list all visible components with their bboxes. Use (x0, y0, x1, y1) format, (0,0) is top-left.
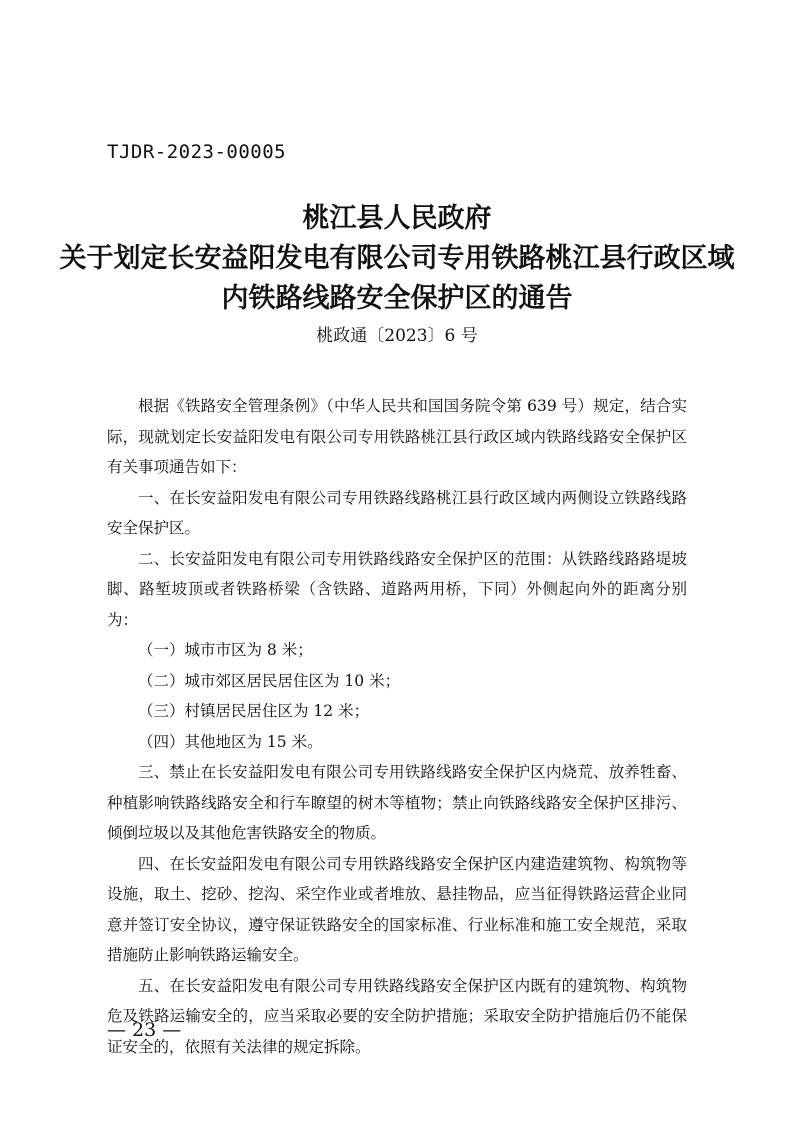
paragraph-item-1: 一、在长安益阳发电有限公司专用铁路线路桃江县行政区域内两侧设立铁路线路安全保护区。 (107, 488, 687, 537)
document-number: TJDR-2023-00005 (107, 141, 287, 163)
paragraph-item-4: 四、在长安益阳发电有限公司专用铁路线路安全保护区内建造建筑物、构筑物等设施，取土、挖砂、挖沟、采空作业或者堆放、悬挂物品，应当征得铁路运营企业同意并签订安全协议，遵守保证铁路安全的国家标准、行业标准和施工安全规范，采取措施防止影响铁路运输安全。 (107, 854, 687, 964)
title-line-subject: 关于划定长安益阳发电有限公司专用铁路桃江县行政区域 (59, 243, 735, 274)
page-number: — 23 — (107, 1019, 182, 1041)
paragraph-item-2: 二、长安益阳发电有限公司专用铁路线路安全保护区的范围：从铁路线路路堤坡脚、路堑坡顶或者铁路桥梁（含铁路、道路两用桥，下同）外侧起向外的距离分别为： (107, 549, 687, 629)
paragraph-subitem-1: （一）城市市区为 8 米； (138, 641, 313, 659)
paragraph-subitem-2: （二）城市郊区居民居住区为 10 米； (138, 671, 401, 690)
paragraph-item-3: 三、禁止在长安益阳发电有限公司专用铁路线路安全保护区内烧荒、放养牲畜、种植影响铁路线路安全和行车瞭望的树木等植物；禁止向铁路线路安全保护区排污、倾倒垃圾以及其他危害铁路安全的物质。 (107, 763, 687, 842)
document-reference-number: 桃政通〔2023〕6 号 (316, 326, 478, 346)
paragraph-subitem-4: （四）其他地区为 15 米。 (138, 732, 323, 751)
title-line-issuer: 桃江县人民政府 (302, 203, 492, 234)
paragraph-preamble: 根据《铁路安全管理条例》（中华人民共和国国务院令第 639 号）规定，结合实际，现就划定长安益阳发电有限公司专用铁路桃江县行政区域内铁路线路安全保护区有关事项通告如下： (107, 397, 687, 476)
title-line-subject-continued: 内铁路线路安全保护区的通告 (221, 283, 573, 314)
paragraph-item-5: 五、在长安益阳发电有限公司专用铁路线路安全保护区内既有的建筑物、构筑物危及铁路运输安全的，应当采取必要的安全防护措施；采取安全防护措施后仍不能保证安全的，依照有关法律的规定拆除。 (107, 976, 687, 1056)
document-body (107, 391, 687, 1062)
document-title (0, 199, 794, 319)
paragraph-subitem-3: （三）村镇居民居住区为 12 米； (138, 702, 370, 720)
